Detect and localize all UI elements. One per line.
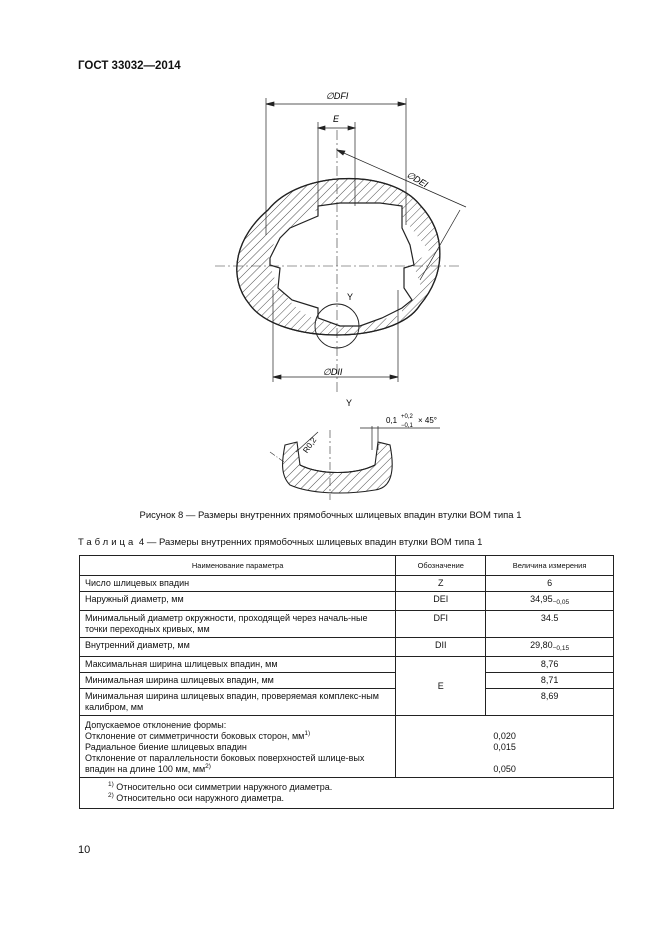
table-row: [80, 638, 614, 657]
page-number: 10: [78, 844, 91, 856]
dei-label: ∅DEI: [404, 169, 430, 190]
row-symbol: E: [396, 657, 486, 716]
row-name: Число шлицевых впадин: [80, 576, 396, 592]
row-name: Внутренний диаметр, мм: [80, 638, 396, 657]
y-detail-label: Y: [346, 398, 353, 408]
footnote-ref: 1): [304, 730, 311, 737]
table-row: [80, 657, 614, 673]
table-row: [80, 576, 614, 592]
dfi-label: ∅DFI: [326, 91, 349, 101]
table-row: [80, 689, 614, 716]
table-caption-word: Таблица: [78, 537, 137, 548]
table-row: [80, 592, 614, 611]
table-notes-row: [80, 778, 614, 809]
row-name: Максимальная ширина шлицевых впадин, мм: [80, 657, 396, 673]
row-value: [486, 592, 614, 611]
document-header: ГОСТ 33032—2014: [78, 60, 181, 72]
value-tolerance: −0,15: [552, 645, 570, 652]
table-caption-number: 4: [138, 537, 145, 548]
form-line-text: Отклонение от параллельности боковых поверхностей шлице-вых впадин на длине 100 мм, мм: [85, 753, 365, 774]
row-symbol: DEI: [396, 592, 486, 611]
table-row: [80, 673, 614, 689]
y-center-label: Y: [347, 292, 354, 302]
row-value: 8,71: [486, 673, 614, 689]
row-value: 6: [486, 576, 614, 592]
form-value: 0,015: [493, 742, 516, 752]
footnote-mark: 1): [108, 781, 114, 788]
value-main: 29,80: [530, 640, 553, 650]
table-row: [80, 611, 614, 638]
chamfer-sub: −0,1: [401, 423, 413, 429]
e-label: E: [333, 114, 340, 124]
row-name: Наружный диаметр, мм: [80, 592, 396, 611]
form-line-text: Отклонение от симметричности боковых сторон, мм: [85, 731, 305, 741]
hub-cross-section: [237, 179, 440, 348]
footnote-mark: 2): [108, 792, 114, 799]
row-value: 34.5: [486, 611, 614, 638]
figure-caption: Рисунок 8 — Размеры внутренних прямобочных шлицевых впадин втулки ВОМ типа 1: [139, 510, 522, 521]
row-name: Минимальная ширина шлицевых впадин, проверяемая комплекс-ным калибром, мм: [80, 689, 396, 716]
row-name: Минимальная ширина шлицевых впадин, мм: [80, 673, 396, 689]
chamfer-sup: +0,2: [401, 414, 413, 420]
row-symbol: DFI: [396, 611, 486, 638]
row-name: Минимальный диаметр окружности, проходящей через началь-ные точки переходных кривых, мм: [80, 611, 396, 638]
table-header-row: [80, 556, 614, 576]
row-symbol: DII: [396, 638, 486, 657]
header-value: Величина измерения: [486, 556, 614, 576]
header-symbol: Обозначение: [396, 556, 486, 576]
form-value: 0,020: [493, 731, 516, 741]
row-value: 8,69: [486, 689, 614, 716]
form-tolerance-values: [396, 716, 614, 778]
footnote-ref: 2): [205, 763, 211, 770]
row-value: 8,76: [486, 657, 614, 673]
table-caption: [78, 537, 482, 548]
parameters-table: [79, 555, 614, 809]
detail-y: [270, 426, 440, 500]
footnote: [108, 782, 613, 793]
chamfer-angle: × 45°: [418, 416, 437, 425]
table-caption-text: — Размеры внутренних прямобочных шлицевых впадин втулки ВОМ типа 1: [146, 537, 483, 548]
form-line: [85, 753, 390, 775]
row-symbol: Z: [396, 576, 486, 592]
footnote-text: Относительно оси симметрии наружного диаметра.: [116, 782, 333, 792]
header-name: Наименование параметра: [80, 556, 396, 576]
chamfer-value: 0,1: [386, 416, 398, 425]
value-tolerance: −0,05: [552, 599, 570, 606]
footnote-text: Относительно оси наружного диаметра.: [116, 793, 284, 803]
footnote: [108, 793, 613, 804]
dii-label: ∅DII: [323, 367, 343, 377]
table-notes: [80, 778, 614, 809]
form-tolerance-names: [80, 716, 396, 778]
form-line: Радиальное биение шлицевых впадин: [85, 742, 247, 752]
value-main: 34,95: [530, 594, 553, 604]
row-value: [486, 638, 614, 657]
table-row-form-tolerance: [80, 716, 614, 778]
form-line: Допускаемое отклонение формы:: [85, 720, 227, 730]
form-value: 0,050: [493, 764, 516, 774]
radius-label: R0,2: [301, 435, 319, 455]
form-line: [85, 731, 390, 742]
